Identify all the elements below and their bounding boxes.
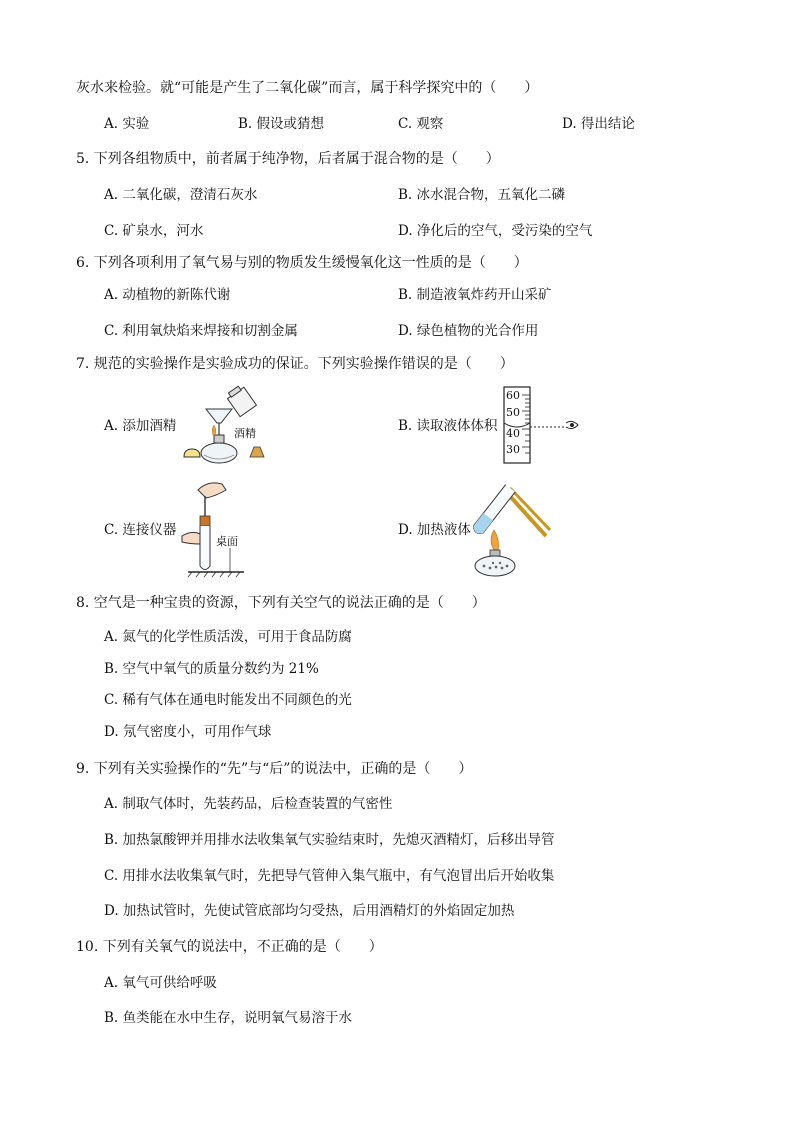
question-4-option-c[interactable]: C. 观察 <box>398 116 444 132</box>
question-4-option-d[interactable]: D. 得出结论 <box>562 116 635 132</box>
question-7-option-c[interactable]: C. 连接仪器 <box>104 522 177 538</box>
tick-label-30: 30 <box>506 443 520 456</box>
question-9-option-c[interactable]: C. 用排水法收集氧气时，先把导气管伸入集气瓶中，有气泡冒出后开始收集 <box>104 868 555 884</box>
question-9-option-d[interactable]: D. 加热试管时，先使试管底部均匀受热，后用酒精灯的外焰固定加热 <box>104 903 515 919</box>
question-10-stem: 10. 下列有关氧气的说法中，不正确的是（ ） <box>76 939 383 955</box>
question-6-option-c[interactable]: C. 利用氧炔焰来焊接和切割金属 <box>104 323 298 339</box>
graduated-cylinder-figure <box>500 385 586 465</box>
heating-liquid-figure <box>472 480 556 578</box>
question-6-option-a[interactable]: A. 动植物的新陈代谢 <box>104 287 231 303</box>
alcohol-label: 酒精 <box>234 427 256 440</box>
question-8-option-c[interactable]: C. 稀有气体在通电时能发出不同颜色的光 <box>104 692 352 708</box>
question-10-option-a[interactable]: A. 氧气可供给呼吸 <box>104 975 217 991</box>
question-6-stem: 6. 下列各项利用了氧气易与别的物质发生缓慢氧化这一性质的是（ ） <box>76 255 528 271</box>
question-6-option-b[interactable]: B. 制造液氧炸药开山采矿 <box>398 287 552 303</box>
question-5-option-a[interactable]: A. 二氧化碳，澄清石灰水 <box>104 187 258 203</box>
question-5-stem: 5. 下列各组物质中，前者属于纯净物，后者属于混合物的是（ ） <box>76 151 500 167</box>
question-9-option-b[interactable]: B. 加热氯酸钾并用排水法收集氧气实验结束时，先熄灭酒精灯，后移出导管 <box>104 832 555 848</box>
question-4-option-a[interactable]: A. 实验 <box>104 116 150 132</box>
question-7-option-a[interactable]: A. 添加酒精 <box>104 418 177 434</box>
question-5-option-b[interactable]: B. 冰水混合物，五氧化二磷 <box>398 187 566 203</box>
question-7-option-b[interactable]: B. 读取液体体积 <box>398 418 498 434</box>
connecting-apparatus-figure <box>178 478 268 578</box>
question-6-option-d[interactable]: D. 绿色植物的光合作用 <box>398 323 539 339</box>
question-4-stem-tail: 灰水来检验。就“可能是产生了二氧化碳”而言，属于科学探究中的（ ） <box>76 80 539 96</box>
question-10-option-b[interactable]: B. 鱼类能在水中生存，说明氧气易溶于水 <box>104 1010 353 1026</box>
question-9-stem: 9. 下列有关实验操作的“先”与“后”的说法中，正确的是（ ） <box>76 761 473 777</box>
question-5-option-c[interactable]: C. 矿泉水，河水 <box>104 223 204 239</box>
adding-alcohol-figure <box>180 385 270 467</box>
question-8-option-d[interactable]: D. 氖气密度小，可用作气球 <box>104 724 272 740</box>
question-8-stem: 8. 空气是一种宝贵的资源，下列有关空气的说法正确的是（ ） <box>76 595 486 611</box>
question-8-option-a[interactable]: A. 氮气的化学性质活泼，可用于食品防腐 <box>104 629 352 645</box>
question-8-option-b[interactable]: B. 空气中氧气的质量分数约为 21% <box>104 661 319 677</box>
tick-label-50: 50 <box>506 406 520 419</box>
desk-label: 桌面 <box>216 535 238 548</box>
question-7-stem: 7. 规范的实验操作是实验成功的保证。下列实验操作错误的是（ ） <box>76 356 514 372</box>
question-4-option-b[interactable]: B. 假设或猜想 <box>238 116 325 132</box>
question-7-option-d[interactable]: D. 加热液体 <box>398 522 471 538</box>
tick-label-40: 40 <box>506 427 520 440</box>
tick-label-60: 60 <box>506 389 520 402</box>
question-9-option-a[interactable]: A. 制取气体时，先装药品，后检查装置的气密性 <box>104 796 393 812</box>
question-5-option-d[interactable]: D. 净化后的空气，受污染的空气 <box>398 223 593 239</box>
